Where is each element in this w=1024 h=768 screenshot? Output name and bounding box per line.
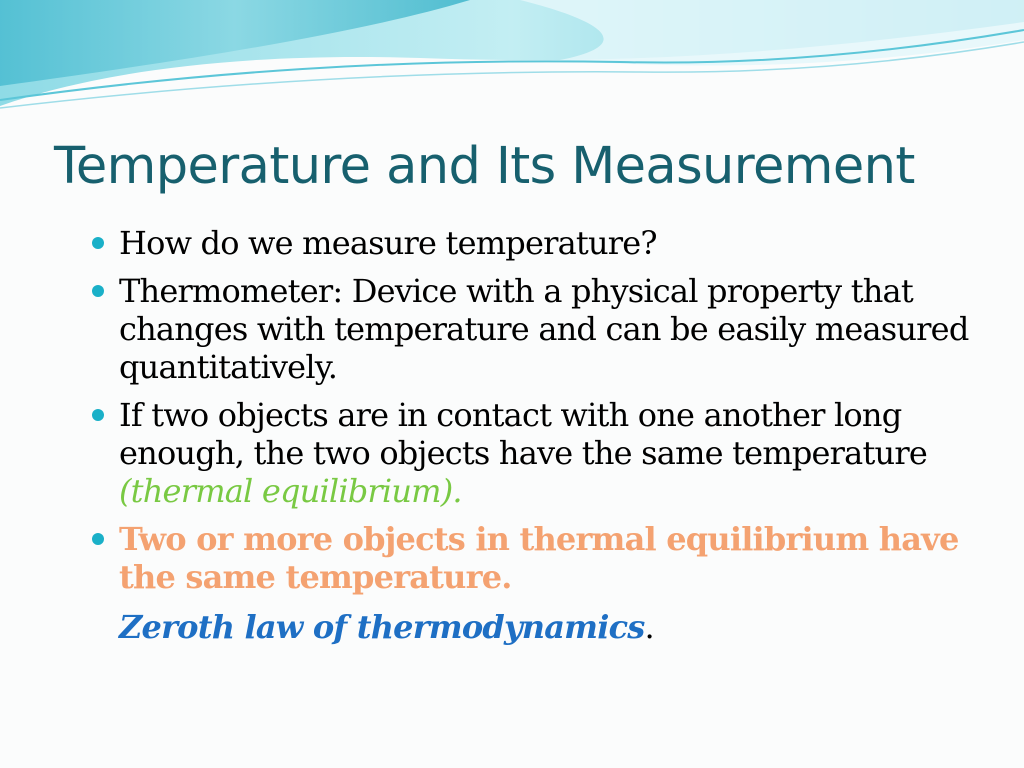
wave-header-decoration: [0, 0, 1024, 120]
bullet-item: [92, 272, 972, 386]
bullet-text: If two objects are in contact with one another long enough, the two objects have the same temperature: [119, 396, 927, 472]
bullet-dot-icon: [92, 285, 104, 297]
bullet-item: [92, 520, 972, 646]
slide-title: Temperature and Its Measurement: [54, 137, 915, 196]
bullet-text: How do we measure temperature?: [119, 224, 657, 262]
zeroth-law-line: [119, 608, 972, 646]
zeroth-law-suffix: .: [644, 608, 654, 646]
bullet-list: [92, 224, 972, 656]
thermal-equilibrium-highlight: (thermal equilibrium).: [119, 472, 462, 510]
bullet-text: Thermometer: Device with a physical property that changes with temperature and can be easily measured quantitatively.: [119, 272, 969, 386]
bullet-dot-icon: [92, 409, 104, 421]
bullet-item: [92, 224, 972, 262]
bullet-emphasis-text: Two or more objects in thermal equilibrium have the same temperature.: [119, 520, 959, 596]
zeroth-law-name: Zeroth law of thermodynamics: [119, 608, 645, 646]
bullet-item: [92, 396, 972, 510]
bullet-dot-icon: [92, 237, 104, 249]
bullet-dot-icon: [92, 533, 104, 545]
